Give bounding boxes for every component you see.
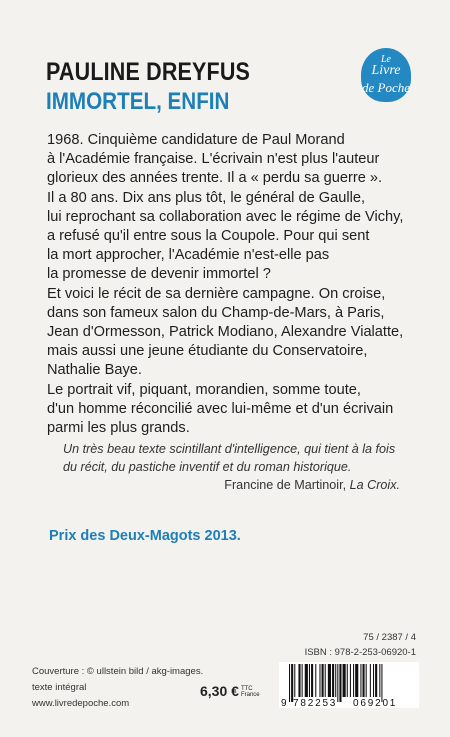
country-label: France — [240, 692, 260, 699]
blurb-line: Jean d'Ormesson, Patrick Modiano, Alexandre Vialatte, — [47, 324, 404, 341]
barcode-bar — [347, 664, 348, 697]
isbn-number: ISBN : 978-2-253-06920-1 — [304, 647, 416, 658]
barcode-bar — [315, 664, 316, 697]
barcode-left-digits: 782253 — [293, 698, 338, 708]
barcode-bar — [335, 664, 336, 697]
barcode-bar — [339, 664, 341, 702]
blurb-line: glorieux des années trente. Il a « perdu sa guerre ». — [47, 170, 383, 187]
credits — [32, 664, 203, 712]
blurb-line: Et voici le récit de sa dernière campagne. On croise, — [47, 285, 386, 302]
barcode-bar — [366, 664, 367, 697]
barcode-bar — [343, 664, 346, 697]
logo-line-1: Le — [381, 54, 391, 65]
blurb-line: mais aussi une jeune étudiante du Conservatoire, — [47, 343, 368, 360]
barcode-bar — [298, 664, 300, 697]
barcode-bar — [325, 664, 326, 697]
barcode-bar — [289, 664, 290, 702]
price-tax-note — [241, 686, 260, 698]
isbn-block — [278, 632, 416, 658]
blurb-line: à l'Académie française. L'écrivain n'est plus l'auteur — [47, 151, 380, 168]
blurb-line: la promesse de devenir immortel ? — [47, 266, 271, 283]
barcode-bar — [353, 664, 354, 697]
barcode-bar — [337, 664, 338, 702]
quote-author: Francine de Martinoir, — [224, 478, 347, 492]
barcode-bar — [350, 664, 351, 697]
barcode-bar — [328, 664, 331, 697]
barcode-bar — [309, 664, 310, 697]
blurb-line: dans son fameux salon du Champ-de-Mars, à Paris, — [47, 304, 385, 321]
barcode-bar — [360, 664, 361, 697]
barcode-right-digits: 069201 — [353, 698, 398, 708]
book-title: IMMORTEL, ENFIN — [46, 88, 230, 115]
barcode — [279, 662, 419, 708]
quote-line: du récit, du pastiche inventif et du roman historique. — [63, 460, 352, 474]
catalog-code: 75 / 2387 / 4 — [363, 632, 416, 643]
barcode-bar — [294, 664, 295, 697]
barcode-bar — [302, 664, 303, 697]
barcode-bar — [373, 664, 374, 697]
publisher-website: www.livredepoche.com — [32, 698, 130, 709]
barcode-bar — [379, 664, 380, 697]
prize-line: Prix des Deux-Magots 2013. — [49, 528, 241, 544]
quote-attribution — [63, 476, 413, 494]
barcode-bar — [375, 664, 377, 697]
livre-de-poche-logo — [361, 48, 411, 102]
barcode-bar — [322, 664, 324, 697]
barcode-bar — [311, 664, 313, 697]
press-quote — [63, 440, 413, 494]
logo-line-3: de Poche — [361, 80, 410, 95]
barcode-bar — [381, 664, 382, 702]
blurb-line: Le portrait vif, piquant, morandien, somme toute, — [47, 381, 361, 398]
blurb-line: la mort approcher, l'Académie n'est-elle pas — [47, 247, 330, 264]
blurb-line: lui reprochant sa collaboration avec le régime de Vichy, — [47, 208, 404, 225]
logo-line-2: Livre — [371, 63, 401, 78]
blurb-line: Il a 80 ans. Dix ans plus tôt, le général de Gaulle, — [47, 189, 366, 206]
barcode-bar — [370, 664, 371, 697]
blurb-line: Nathalie Baye. — [47, 362, 142, 379]
quote-source: La Croix. — [349, 478, 400, 492]
quote-line: Un très beau texte scintillant d'intelligence, qui tient à la fois — [63, 442, 396, 456]
blurb-line: d'un homme réconcilié avec lui-même et d'un écrivain — [47, 400, 394, 417]
blurb-line: parmi les plus grands. — [47, 420, 190, 437]
integral-text-note: texte intégral — [32, 682, 87, 693]
barcode-first-digit: 9 — [281, 698, 287, 708]
barcode-bar — [363, 664, 365, 697]
barcode-bar — [332, 664, 334, 697]
blurb — [47, 131, 427, 438]
price — [200, 683, 260, 699]
barcode-bar — [305, 664, 308, 697]
price-amount: 6,30 € — [200, 683, 239, 699]
barcode-bar — [319, 664, 320, 697]
blurb-line: 1968. Cinquième candidature de Paul Morand — [47, 132, 345, 148]
barcode-bar — [355, 664, 358, 697]
barcode-bar — [291, 664, 293, 702]
blurb-line: a refusé qu'il entre sous la Coupole. Pour qui sent — [47, 228, 370, 245]
ttc-label: TTC — [240, 686, 253, 693]
cover-credit: Couverture : © ullstein bild / akg-images. — [32, 666, 204, 677]
author-name: PAULINE DREYFUS — [46, 58, 251, 86]
